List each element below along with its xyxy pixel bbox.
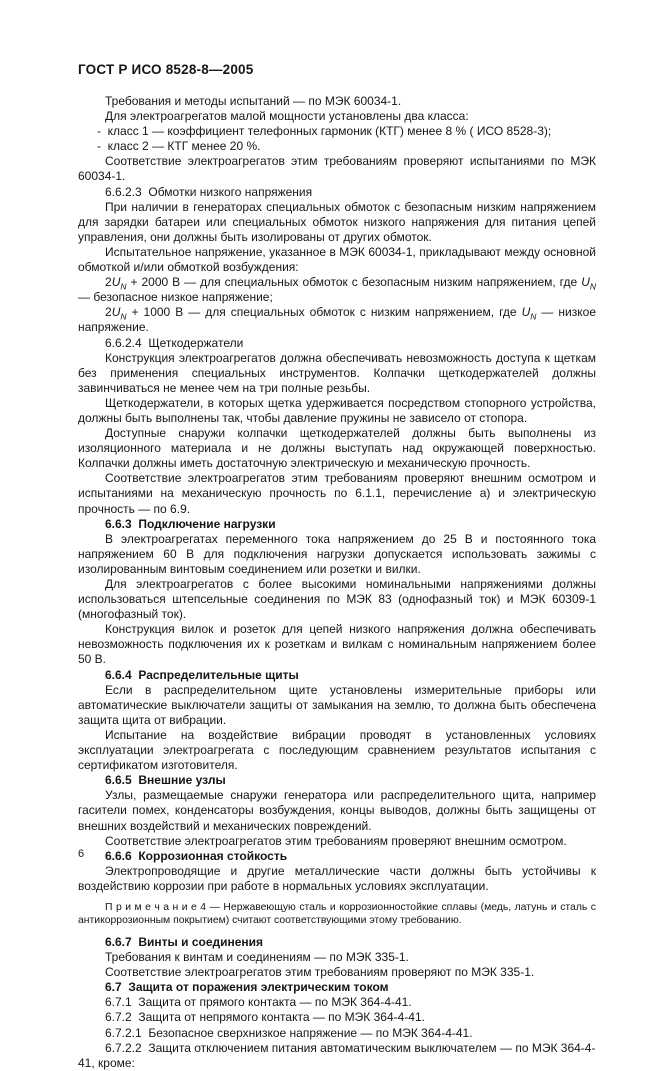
paragraph-indent: Испытательное напряжение, указанное в МЭК 60034-1, прикладывают между основной обмоткой и/или обмоткой возбуждения: bbox=[78, 244, 596, 275]
paragraph-bold: 6.6.5 Внешние узлы bbox=[105, 773, 226, 788]
paragraph-indent: При наличии в генераторах специальных обмоток с безопасным низким напряжением для зарядки батареи или специальных обмоток низкого напряжения для питания цепей управления, они должны быть изолированы от других обмоток. bbox=[78, 199, 596, 244]
paragraph-subheading: 6.7.1 Защита от прямого контакта — по МЭК 364-4-41. bbox=[105, 995, 412, 1010]
paragraph-indent: В электроагрегатах переменного тока напряжением до 25 В и постоянного тока напряжением 60 В для подключения нагрузки допускается использовать зажимы с изолированным винтовым соединением или розетки и вилки. bbox=[78, 531, 596, 576]
document-header-title: ГОСТ Р ИСО 8528-8—2005 bbox=[78, 62, 254, 77]
voltage-variable: U bbox=[521, 305, 531, 320]
paragraph-indent: $2U_N + 1000$ В — для специальных обмоток с низким напряжением, где $U_N$ — низкое напряжение. bbox=[78, 305, 596, 335]
voltage-variable: U bbox=[111, 305, 121, 320]
paragraph-indent: Соответствие электроагрегатов этим требованиям проверяют по МЭК 335-1. bbox=[105, 965, 535, 980]
paragraph-indent: Если в распределительном щите установлены измерительные приборы или автоматические выключатели защиты от замыкания на землю, то должна быть обеспечена защита щита от вибрации. bbox=[78, 682, 596, 727]
voltage-variable-subscript: N bbox=[120, 311, 127, 322]
page-number: 6 bbox=[78, 848, 85, 860]
paragraph-subheading: 6.7.2.2 Защита отключением питания автоматическим выключателем — по МЭК 364-4-41, кроме: bbox=[78, 1040, 596, 1070]
paragraph-list: - класс 2 — КТГ менее 20 %. bbox=[97, 139, 261, 154]
paragraph-subheading: 6.6.2.3 Обмотки низкого напряжения bbox=[105, 184, 313, 199]
voltage-variable-subscript: N bbox=[120, 281, 127, 292]
paragraph-bold: 6.7 Защита от поражения электрическим током bbox=[105, 980, 389, 995]
paragraph-indent: Для электроагрегатов малой мощности установлены два класса: bbox=[105, 109, 469, 124]
paragraph-indent: Соответствие электроагрегатов этим требованиям проверяют внешним осмотром и испытаниями на механическую прочность по 6.1.1, перечисление а) и электрическую прочность — по 6.9. bbox=[78, 471, 596, 516]
paragraph-indent: Электропроводящие и другие металлические части должны быть устойчивы к воздействию коррозии при работе в нормальных условиях эксплуатации. bbox=[78, 863, 596, 893]
voltage-variable: U bbox=[111, 275, 121, 290]
paragraph-indent: Требования к винтам и соединениям — по МЭК 335-1. bbox=[105, 950, 409, 965]
paragraph-indent: $2U_N + 2000$ В — для специальных обмоток с безопасным низким напряжением, где $U_N$ — безопасное низкое напряжение; bbox=[78, 275, 596, 305]
paragraph-indent: Щеткодержатели, в которых щетка удерживается посредством стопорного устройства, должны быть выполнены так, чтобы давление пружины не зависело от стопора. bbox=[78, 395, 596, 425]
paragraph-indent: Узлы, размещаемые снаружи генератора или распределительного щита, например гасители помех, конденсаторы возбуждения, концы выводов, должны быть защищены от внешних воздействий и механических повреждений. bbox=[78, 788, 596, 833]
paragraph-bold: 6.6.7 Винты и соединения bbox=[105, 934, 264, 949]
paragraph-subheading: 6.7.2.1 Безопасное сверхнизкое напряжение — по МЭК 364-4-41. bbox=[105, 1025, 473, 1040]
document-content bbox=[78, 62, 596, 1071]
paragraph-indent: Соответствие электроагрегатов этим требованиям проверяют испытаниями по МЭК 60034-1. bbox=[78, 154, 596, 184]
paragraph-bold: 6.6.6 Коррозионная стойкость bbox=[105, 848, 288, 863]
paragraph-list: - класс 1 — коэффициент телефонных гармоник (КТГ) менее 8 % ( ИСО 8528-3); bbox=[97, 124, 552, 139]
paragraph-note: П р и м е ч а н и е 4 — Нержавеющую сталь и коррозионностойкие сплавы (медь, латунь и сталь с антикоррозионным покрытием) считают соответствующими этому требованию. bbox=[78, 901, 596, 926]
voltage-variable-subscript: N bbox=[530, 311, 537, 322]
paragraph-indent: Конструкция вилок и розеток для цепей низкого напряжения должна обеспечивать невозможность подключения их к розеткам и вилкам с номинальным напряжением более 50 В. bbox=[78, 622, 596, 667]
document-body bbox=[78, 94, 596, 1071]
paragraph-subheading: 6.7.2 Защита от непрямого контакта — по МЭК 364-4-41. bbox=[105, 1010, 425, 1025]
paragraph-indent: Испытание на воздействие вибрации проводят в установленных условиях эксплуатации электроагрегата с последующим сравнением результатов испытания с сертификатом изготовителя. bbox=[78, 727, 596, 773]
voltage-variable: U bbox=[581, 275, 590, 290]
voltage-variable-subscript: N bbox=[589, 281, 596, 292]
paragraph-subheading: 6.6.2.4 Щеткодержатели bbox=[105, 335, 244, 350]
paragraph-bold: 6.6.3 Подключение нагрузки bbox=[105, 516, 276, 531]
paragraph-indent: Конструкция электроагрегатов должна обеспечивать невозможность доступа к щеткам без применения специальных инструментов. Колпачки щеткодержателей должны завинчиваться не менее чем на три полные резьбы. bbox=[78, 350, 596, 395]
paragraph-indent: Соответствие электроагрегатов этим требованиям проверяют внешним осмотром. bbox=[105, 833, 567, 848]
paragraph-indent: Доступные снаружи колпачки щеткодержателей должны быть выполнены из изоляционного материала и не должны выступать над окружающей поверхностью. Колпачки должны иметь достаточную электрическую и механическую прочность. bbox=[78, 426, 596, 471]
paragraph-indent: Для электроагрегатов с более высокими номинальными напряжениями должны использоваться штепсельные соединения по МЭК 83 (однофазный ток) и МЭК 60309-1 (многофазный ток). bbox=[78, 577, 596, 622]
paragraph-bold: 6.6.4 Распределительные щиты bbox=[105, 667, 299, 682]
paragraph-indent: Требования и методы испытаний — по МЭК 60034-1. bbox=[105, 94, 402, 108]
